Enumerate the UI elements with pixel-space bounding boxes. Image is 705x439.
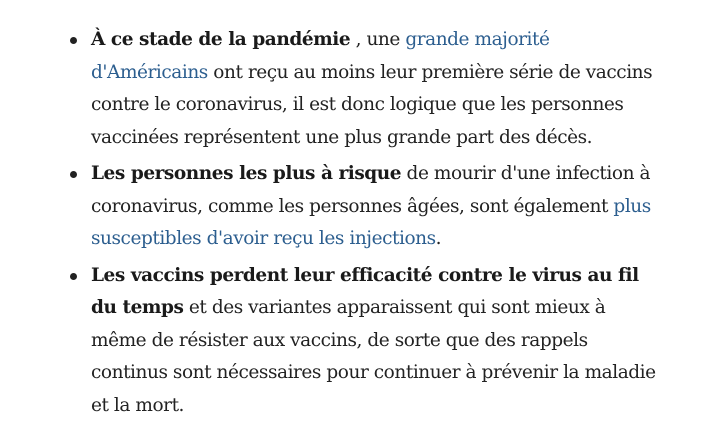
list-item: [91, 158, 665, 256]
bullet-text: de mourir d'une infection à coronavirus, comme les personnes âgées, sont également: [91, 163, 651, 217]
bullet-icon: [70, 171, 77, 178]
bullet-text: et des variantes apparaissent qui sont mieux à même de résister aux vaccins, de sorte que des rappels continus sont nécessaires pour continuer à prévenir la maladie et la mort.: [91, 297, 656, 416]
injections-link[interactable]: plus susceptibles d'avoir reçu les injections: [91, 195, 651, 249]
bullet-heading: Les personnes les plus à risque: [91, 163, 402, 184]
bullet-heading: Les vaccins perdent leur efficacité contre le virus au fil du temps: [91, 264, 639, 318]
list-item: [91, 24, 665, 154]
bullet-icon: [70, 273, 77, 280]
list-item: [91, 260, 665, 423]
bullet-text: , une: [350, 29, 406, 50]
bullet-list: [0, 24, 665, 422]
bullet-text: .: [435, 228, 442, 249]
bullet-heading: À ce stade de la pandémie: [91, 29, 351, 50]
bullet-text: ont reçu au moins leur première série de vaccins contre le coronavirus, il est donc logique que les personnes vaccinées représentent une plus grande part des décès.: [91, 61, 653, 148]
majority-americans-link[interactable]: grande majorité d'Américains: [91, 29, 550, 83]
bullet-icon: [70, 37, 77, 44]
